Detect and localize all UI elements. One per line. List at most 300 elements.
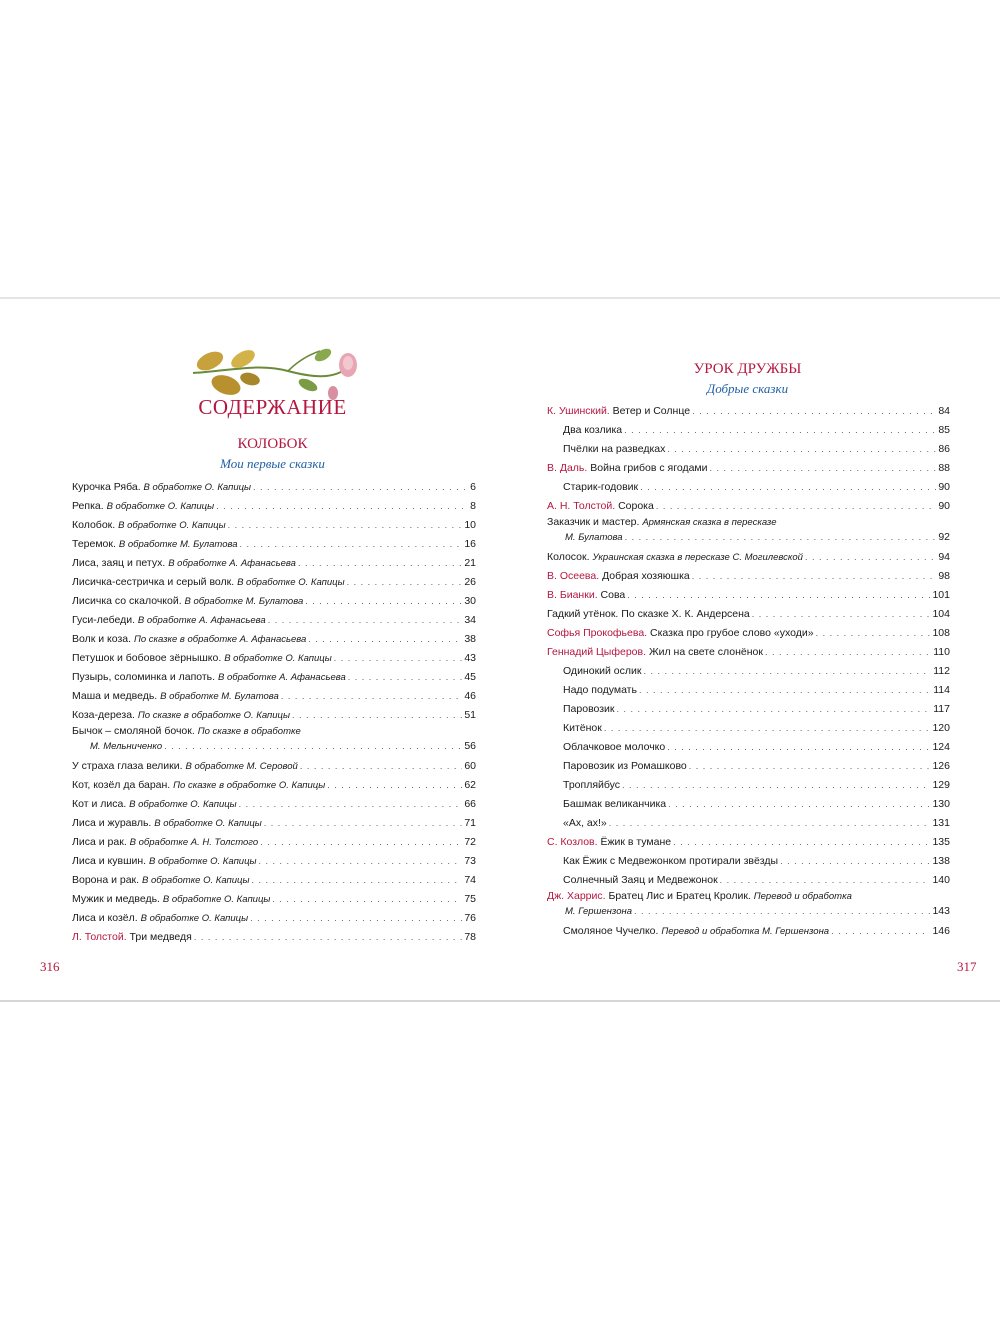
leader-dots	[639, 681, 931, 700]
entry-author: В. Бианки.	[547, 589, 598, 601]
entry-title: Колосок.	[547, 551, 590, 563]
entry-page: 108	[932, 627, 950, 639]
toc-entry[interactable]	[547, 440, 950, 459]
toc-entry[interactable]	[72, 725, 476, 757]
entry-note: Перевод и обработка М. Гершензона	[661, 926, 830, 937]
section-title-kolobok: КОЛОБОК	[237, 436, 308, 452]
entry-page: 112	[933, 665, 950, 677]
leader-dots	[251, 871, 462, 890]
entry-page: 98	[938, 570, 950, 582]
leader-dots	[164, 738, 462, 754]
toc-entry[interactable]	[547, 833, 950, 852]
entry-note: В обработке О. Капицы	[141, 875, 250, 886]
entry-line	[72, 928, 476, 947]
entry-line	[547, 402, 950, 421]
entry-note: В обработке М. Булатова	[184, 596, 304, 607]
entry-note: По сказке в обработке О. Капицы	[173, 780, 326, 791]
entry-title: Петушок и бобовое зёрнышко.	[72, 652, 222, 664]
toc-entry[interactable]	[72, 890, 476, 909]
entry-note: В обработке А. Н. Толстого	[129, 837, 259, 848]
entry-text	[547, 624, 814, 643]
leader-dots	[710, 459, 937, 478]
entry-page: 73	[464, 855, 476, 867]
leader-dots	[609, 814, 931, 833]
toc-entry[interactable]	[547, 681, 950, 700]
toc-entry[interactable]	[72, 795, 476, 814]
entry-text	[72, 833, 258, 852]
toc-entry[interactable]	[547, 567, 950, 586]
entry-note: Перевод и обработка	[753, 891, 852, 902]
entry-text	[547, 586, 625, 605]
entry-line	[547, 605, 950, 624]
entry-note: В обработке М. Булатова	[160, 691, 279, 702]
leader-dots	[816, 624, 931, 643]
toc-list-left	[72, 478, 476, 947]
entry-text	[547, 643, 763, 662]
entry-author: А. Н. Толстой.	[547, 500, 616, 512]
entry-line	[563, 440, 950, 459]
entry-text	[72, 814, 262, 833]
entry-title: Старик-годовик	[563, 481, 639, 493]
entry-title: Надо подумать	[563, 684, 637, 696]
leader-dots	[292, 706, 462, 725]
entry-text	[563, 871, 718, 890]
entry-author: Геннадий Цыферов.	[547, 646, 647, 658]
entry-text	[72, 630, 306, 649]
entry-page: 43	[464, 652, 476, 664]
toc-entry[interactable]	[72, 592, 476, 611]
toc-entry[interactable]	[547, 719, 950, 738]
entry-text	[563, 757, 687, 776]
entry-line	[563, 776, 950, 795]
leader-dots	[228, 516, 463, 535]
entry-text	[563, 814, 607, 833]
entry-line	[72, 573, 476, 592]
toc-entry[interactable]	[547, 586, 950, 605]
entry-page: 56	[464, 740, 476, 752]
leader-dots	[239, 795, 463, 814]
entry-title: Сказка про грубое слово «уходи»	[650, 627, 814, 639]
entry-page: 71	[464, 817, 476, 829]
entry-page: 74	[464, 874, 476, 886]
toc-entry[interactable]	[547, 757, 950, 776]
entry-line	[563, 681, 950, 700]
toc-entry[interactable]	[547, 421, 950, 440]
entry-line	[72, 516, 476, 535]
entry-note: В обработке О. Капицы	[224, 653, 332, 664]
entry-page: 21	[464, 557, 476, 569]
entry-line	[72, 909, 476, 928]
book-spread	[0, 297, 1000, 1002]
entry-line	[563, 738, 950, 757]
entry-page: 117	[933, 703, 950, 715]
entry-text	[563, 922, 829, 941]
leader-dots	[643, 662, 931, 681]
entry-line	[72, 871, 476, 890]
entry-text	[547, 548, 803, 567]
leader-dots	[668, 795, 930, 814]
entry-title: Волк и коза.	[72, 633, 132, 645]
leader-dots	[216, 497, 468, 516]
entry-page: 62	[464, 779, 476, 791]
leader-dots	[765, 643, 931, 662]
entry-title: У страха глаза велики.	[72, 760, 183, 772]
toc-entry[interactable]	[72, 909, 476, 928]
leader-dots	[194, 928, 462, 947]
leader-dots	[692, 402, 936, 421]
leader-dots	[272, 890, 462, 909]
entry-title: Смоляное Чучелко.	[563, 925, 659, 937]
leader-dots	[805, 548, 936, 567]
leader-dots	[617, 700, 932, 719]
entry-author: В. Осеева.	[547, 570, 600, 582]
entry-page: 126	[932, 760, 950, 772]
entry-title: Лиса и кувшин.	[72, 855, 147, 867]
toc-entry[interactable]	[547, 795, 950, 814]
toc-entry[interactable]	[547, 548, 950, 567]
entry-note: В обработке О. Капицы	[118, 520, 226, 531]
entry-title: Коза-дереза.	[72, 709, 135, 721]
leader-dots	[689, 757, 931, 776]
entry-title: Ветер и Солнце	[612, 405, 691, 417]
entry-text	[72, 497, 214, 516]
entry-page: 78	[464, 931, 476, 943]
entry-line	[563, 700, 950, 719]
leader-dots	[300, 757, 462, 776]
entry-note: В обработке О. Капицы	[237, 577, 345, 588]
entry-page: 8	[470, 500, 476, 512]
leader-dots	[604, 719, 931, 738]
page-number-left: 316	[40, 959, 60, 974]
toc-entry[interactable]	[547, 624, 950, 643]
entry-page: 140	[932, 874, 950, 886]
leader-dots	[656, 497, 936, 516]
entry-text	[72, 516, 226, 535]
entry-text	[72, 687, 279, 706]
entry-title: Китёнок	[563, 722, 602, 734]
entry-line	[72, 649, 476, 668]
toc-entry[interactable]	[72, 497, 476, 516]
entry-text	[547, 833, 671, 852]
toc-entry[interactable]	[547, 662, 950, 681]
toc-entry[interactable]	[72, 928, 476, 947]
entry-text	[547, 497, 654, 516]
entry-note: В обработке А. Афанасьева	[137, 615, 266, 626]
entry-text	[547, 605, 750, 624]
toc-entry[interactable]	[547, 497, 950, 516]
leader-dots	[667, 440, 936, 459]
page-right	[500, 299, 1000, 1000]
leader-dots	[240, 535, 463, 554]
toc-entry[interactable]	[547, 402, 950, 421]
entry-line	[72, 592, 476, 611]
toc-entry[interactable]	[72, 757, 476, 776]
entry-page: 51	[464, 709, 476, 721]
leader-dots	[260, 833, 462, 852]
entry-page: 66	[464, 798, 476, 810]
toc-entry[interactable]	[72, 573, 476, 592]
entry-line	[547, 643, 950, 662]
entry-line	[72, 611, 476, 630]
entry-line	[72, 554, 476, 573]
entry-page: 38	[464, 633, 476, 645]
entry-line	[72, 890, 476, 909]
entry-text	[72, 928, 192, 947]
entry-text	[72, 554, 296, 573]
entry-text	[72, 535, 238, 554]
leader-dots	[673, 833, 930, 852]
entry-text	[563, 852, 778, 871]
entry-page: 129	[932, 779, 950, 791]
leader-dots	[259, 852, 463, 871]
toc-entry[interactable]	[547, 776, 950, 795]
entry-text	[547, 890, 852, 902]
entry-title: Пчёлки на разведках	[563, 443, 666, 455]
entry-line	[563, 795, 950, 814]
entry-title: Лисичка-сестричка и серый волк.	[72, 576, 235, 588]
toc-entry[interactable]	[72, 478, 476, 497]
entry-page: 84	[938, 405, 950, 417]
entry-page: 124	[932, 741, 950, 753]
entry-note: В обработке О. Капицы	[140, 913, 249, 924]
entry-text	[547, 567, 690, 586]
entry-line	[547, 624, 950, 643]
entry-line	[547, 586, 950, 605]
entry-page: 110	[933, 646, 950, 658]
entry-page: 104	[932, 608, 950, 620]
entry-page: 75	[464, 893, 476, 905]
entry-line	[563, 478, 950, 497]
entry-line	[563, 852, 950, 871]
entry-page: 34	[464, 614, 476, 626]
entry-title: «Ах, ах!»	[563, 817, 607, 829]
entry-line	[72, 833, 476, 852]
toc-entry[interactable]	[72, 649, 476, 668]
entry-page: 10	[464, 519, 476, 531]
toc-entry[interactable]	[547, 459, 950, 478]
leader-dots	[250, 909, 462, 928]
entry-title: Паровозик	[563, 703, 615, 715]
entry-page: 30	[464, 595, 476, 607]
entry-page: 45	[464, 671, 476, 683]
entry-text	[72, 573, 345, 592]
entry-line	[563, 871, 950, 890]
entry-title: Лиса, заяц и петух.	[72, 557, 166, 569]
entry-page: 90	[938, 481, 950, 493]
leader-dots	[253, 478, 468, 497]
entry-note: В обработке А. Афанасьева	[218, 672, 346, 683]
toc-entry[interactable]	[547, 738, 950, 757]
toc-entry[interactable]	[547, 605, 950, 624]
entry-title: Паровозик из Ромашково	[563, 760, 687, 772]
entry-line	[72, 814, 476, 833]
entry-title: Ёжик в тумане	[600, 836, 672, 848]
entry-page: 143	[932, 905, 950, 917]
entry-note: В обработке А. Афанасьева	[168, 558, 296, 569]
entry-text	[72, 795, 237, 814]
entry-line	[72, 776, 476, 795]
leader-dots	[268, 611, 463, 630]
entry-text	[72, 725, 301, 737]
entry-line	[72, 478, 476, 497]
entry-line	[72, 630, 476, 649]
entry-title: Мужик и медведь.	[72, 893, 160, 905]
entry-note-continued: М. Булатова	[565, 532, 623, 543]
entry-title: Ворона и рак.	[72, 874, 140, 886]
toc-entry[interactable]	[72, 852, 476, 871]
leader-dots	[622, 776, 930, 795]
entry-page: 131	[932, 817, 950, 829]
entry-title: Война грибов с ягодами	[590, 462, 708, 474]
toc-entry[interactable]	[72, 871, 476, 890]
toc-entry[interactable]	[72, 535, 476, 554]
leader-dots	[752, 605, 931, 624]
entry-author: К. Ушинский.	[547, 405, 610, 417]
toc-entry[interactable]	[72, 554, 476, 573]
entry-title: Братец Лис и Братец Кролик.	[608, 890, 751, 902]
entry-page: 90	[938, 500, 950, 512]
leader-dots	[667, 738, 930, 757]
toc-entry[interactable]	[72, 516, 476, 535]
entry-title: Три медведя	[129, 931, 192, 943]
toc-entry[interactable]	[547, 700, 950, 719]
entry-note: В обработке О. Капицы	[154, 818, 262, 829]
toc-entry[interactable]	[72, 833, 476, 852]
leader-dots	[334, 649, 463, 668]
entry-author: С. Козлов.	[547, 836, 598, 848]
entry-line	[547, 529, 950, 546]
entry-page: 72	[464, 836, 476, 848]
leader-dots	[720, 871, 931, 890]
entry-note: Армянская сказка в пересказе	[642, 517, 777, 528]
toc-entry[interactable]	[72, 706, 476, 725]
entry-title: Солнечный Заяц и Медвежонок	[563, 874, 718, 886]
leader-dots	[624, 421, 936, 440]
toc-entry[interactable]	[72, 687, 476, 706]
entry-line	[563, 421, 950, 440]
entry-text	[72, 649, 332, 668]
entry-line	[563, 719, 950, 738]
entry-first-line	[547, 890, 950, 903]
toc-entry[interactable]	[547, 852, 950, 871]
entry-title: Маша и медведь.	[72, 690, 158, 702]
entry-author: Софья Прокофьева.	[547, 627, 648, 639]
section-subtitle-urok-druzhby: Добрые сказки	[706, 381, 789, 396]
toc-entry[interactable]	[547, 871, 950, 890]
entry-page: 114	[933, 684, 950, 696]
entry-page: 6	[470, 481, 476, 493]
entry-note: В обработке О. Капицы	[129, 799, 237, 810]
entry-text	[72, 776, 325, 795]
entry-note: По сказке в обработке О. Капицы	[137, 710, 290, 721]
entry-title: Пузырь, соломинка и лапоть.	[72, 671, 216, 683]
toc-title: СОДЕРЖАНИЕ	[198, 395, 347, 419]
entry-text	[563, 719, 602, 738]
entry-page: 86	[938, 443, 950, 455]
entry-page: 120	[932, 722, 950, 734]
leader-dots	[692, 567, 937, 586]
entry-title: Гуси-лебеди.	[72, 614, 135, 626]
entry-title: Кот и лиса.	[72, 798, 127, 810]
entry-line	[563, 662, 950, 681]
entry-title: Сова	[600, 589, 626, 601]
entry-page: 88	[938, 462, 950, 474]
entry-page: 85	[938, 424, 950, 436]
entry-line	[563, 814, 950, 833]
entry-page: 130	[932, 798, 950, 810]
entry-title: Добрая хозяюшка	[602, 570, 690, 582]
leader-dots	[298, 554, 462, 573]
entry-text	[72, 478, 251, 497]
toc-entry[interactable]	[72, 630, 476, 649]
entry-line	[72, 687, 476, 706]
leader-dots	[640, 478, 936, 497]
entry-line	[72, 706, 476, 725]
page-left	[0, 299, 500, 1000]
entry-author: Л. Толстой.	[72, 931, 127, 943]
leader-dots	[281, 687, 462, 706]
entry-page: 26	[464, 576, 476, 588]
entry-line	[72, 535, 476, 554]
toc-entry[interactable]	[547, 643, 950, 662]
toc-entry[interactable]	[547, 814, 950, 833]
entry-note-continued: М. Мельниченко	[90, 741, 163, 752]
entry-note: В обработке О. Капицы	[149, 856, 257, 867]
entry-title: Сорока	[618, 500, 654, 512]
leader-dots	[634, 903, 930, 919]
leader-dots	[831, 922, 930, 941]
toc-entry[interactable]	[547, 516, 950, 548]
leader-dots	[308, 630, 462, 649]
toc-entry[interactable]	[547, 922, 950, 941]
entry-text	[547, 402, 690, 421]
entry-line	[547, 497, 950, 516]
leader-dots	[347, 573, 463, 592]
leader-dots	[780, 852, 930, 871]
entry-note: По сказке в обработке	[197, 726, 301, 737]
entry-title: Два козлика	[563, 424, 623, 436]
toc-entry[interactable]	[72, 776, 476, 795]
entry-note: В обработке О. Капицы	[143, 482, 252, 493]
section-title-urok-druzhby: УРОК ДРУЖБЫ	[693, 361, 802, 377]
toc-entry[interactable]	[547, 890, 950, 922]
leader-dots	[327, 776, 462, 795]
entry-page: 60	[464, 760, 476, 772]
entry-title: Башмак великанчика	[563, 798, 667, 810]
entry-title: Облачковое молочко	[563, 741, 666, 753]
entry-line	[72, 738, 476, 755]
entry-text	[72, 668, 346, 687]
toc-entry[interactable]	[72, 814, 476, 833]
entry-page: 46	[464, 690, 476, 702]
entry-text	[72, 852, 257, 871]
toc-entry[interactable]	[72, 611, 476, 630]
entry-text	[563, 662, 641, 681]
entry-text	[563, 681, 637, 700]
toc-list-right	[547, 402, 950, 941]
toc-entry[interactable]	[547, 478, 950, 497]
toc-entry[interactable]	[72, 668, 476, 687]
entry-line	[547, 833, 950, 852]
entry-text	[72, 890, 270, 909]
leader-dots	[627, 586, 930, 605]
entry-title: Лиса и журавль.	[72, 817, 152, 829]
entry-title: Бычок – смоляной бочок.	[72, 725, 195, 737]
entry-first-line	[547, 516, 950, 529]
entry-note: В обработке О. Капицы	[162, 894, 271, 905]
entry-note: В обработке М. Булатова	[118, 539, 238, 550]
entry-note: Украинская сказка в пересказе С. Могилевской	[592, 552, 803, 563]
